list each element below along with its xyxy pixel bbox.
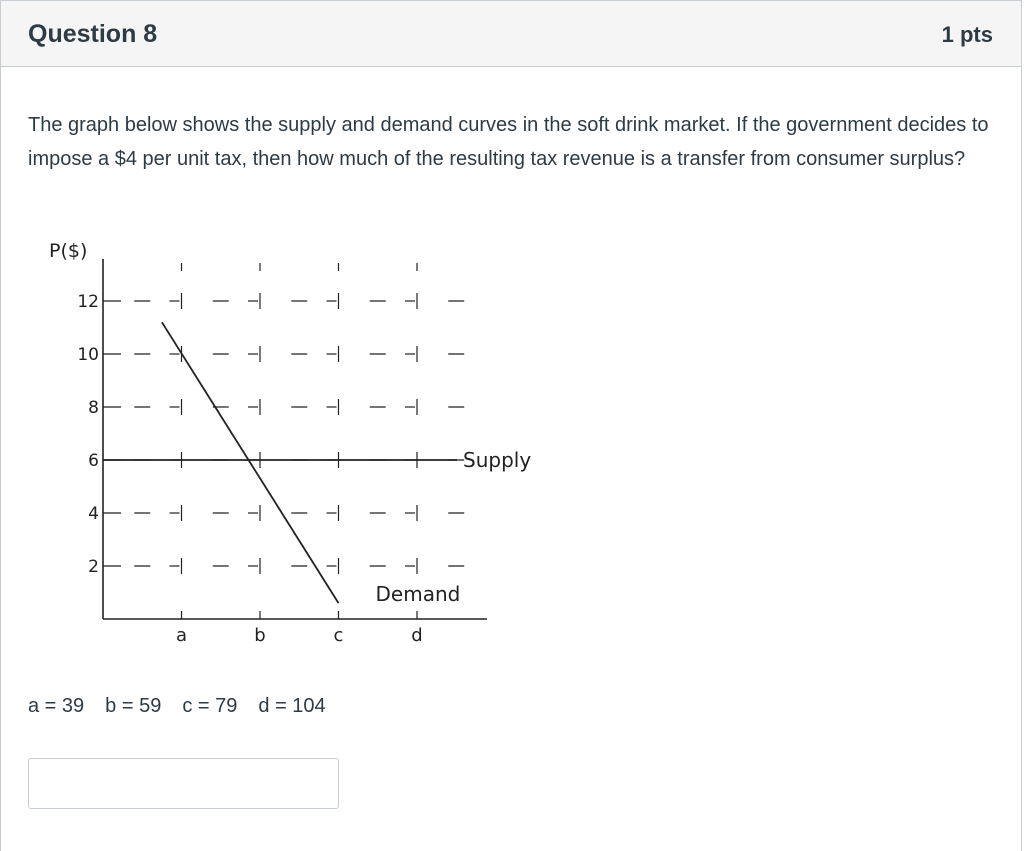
series-layer <box>103 322 531 606</box>
question-text: The graph below shows the supply and demand curves in the soft drink market. If the government decides to impose a $4 per unit tax, then how much of the resulting tax revenue is a transfer from consumer surplus? <box>28 114 989 170</box>
value-d: d = 104 <box>258 695 326 717</box>
value-b: b = 59 <box>105 695 162 717</box>
demand-label: Demand <box>375 582 461 607</box>
supply-label: Supply <box>463 448 532 472</box>
grid-layer <box>134 263 464 574</box>
y-tick-label: 12 <box>77 292 99 312</box>
y-tick-label: 6 <box>88 451 99 471</box>
question-title: Question 8 <box>28 20 158 48</box>
demand-line <box>162 322 339 603</box>
answer-input[interactable] <box>28 758 339 809</box>
x-tick-label-a: a <box>175 625 188 646</box>
x-tick-label-c: c <box>333 625 344 646</box>
y-tick-label: 10 <box>77 345 99 365</box>
y-tick-label: 8 <box>88 398 99 418</box>
x-tick-label-d: d <box>411 625 423 646</box>
x-tick-label-b: b <box>254 625 266 646</box>
value-c: c = 79 <box>182 695 238 717</box>
question-header <box>1 1 1021 67</box>
y-tick-label: 2 <box>88 557 99 577</box>
answer-values <box>28 695 347 718</box>
question-points: 1 pts <box>941 22 993 47</box>
y-axis-label <box>49 240 87 262</box>
value-a: a = 39 <box>28 695 85 717</box>
y-tick-label: 4 <box>88 504 99 524</box>
y-axis-label-text: P($) <box>49 240 88 262</box>
supply-demand-graph <box>41 229 581 654</box>
